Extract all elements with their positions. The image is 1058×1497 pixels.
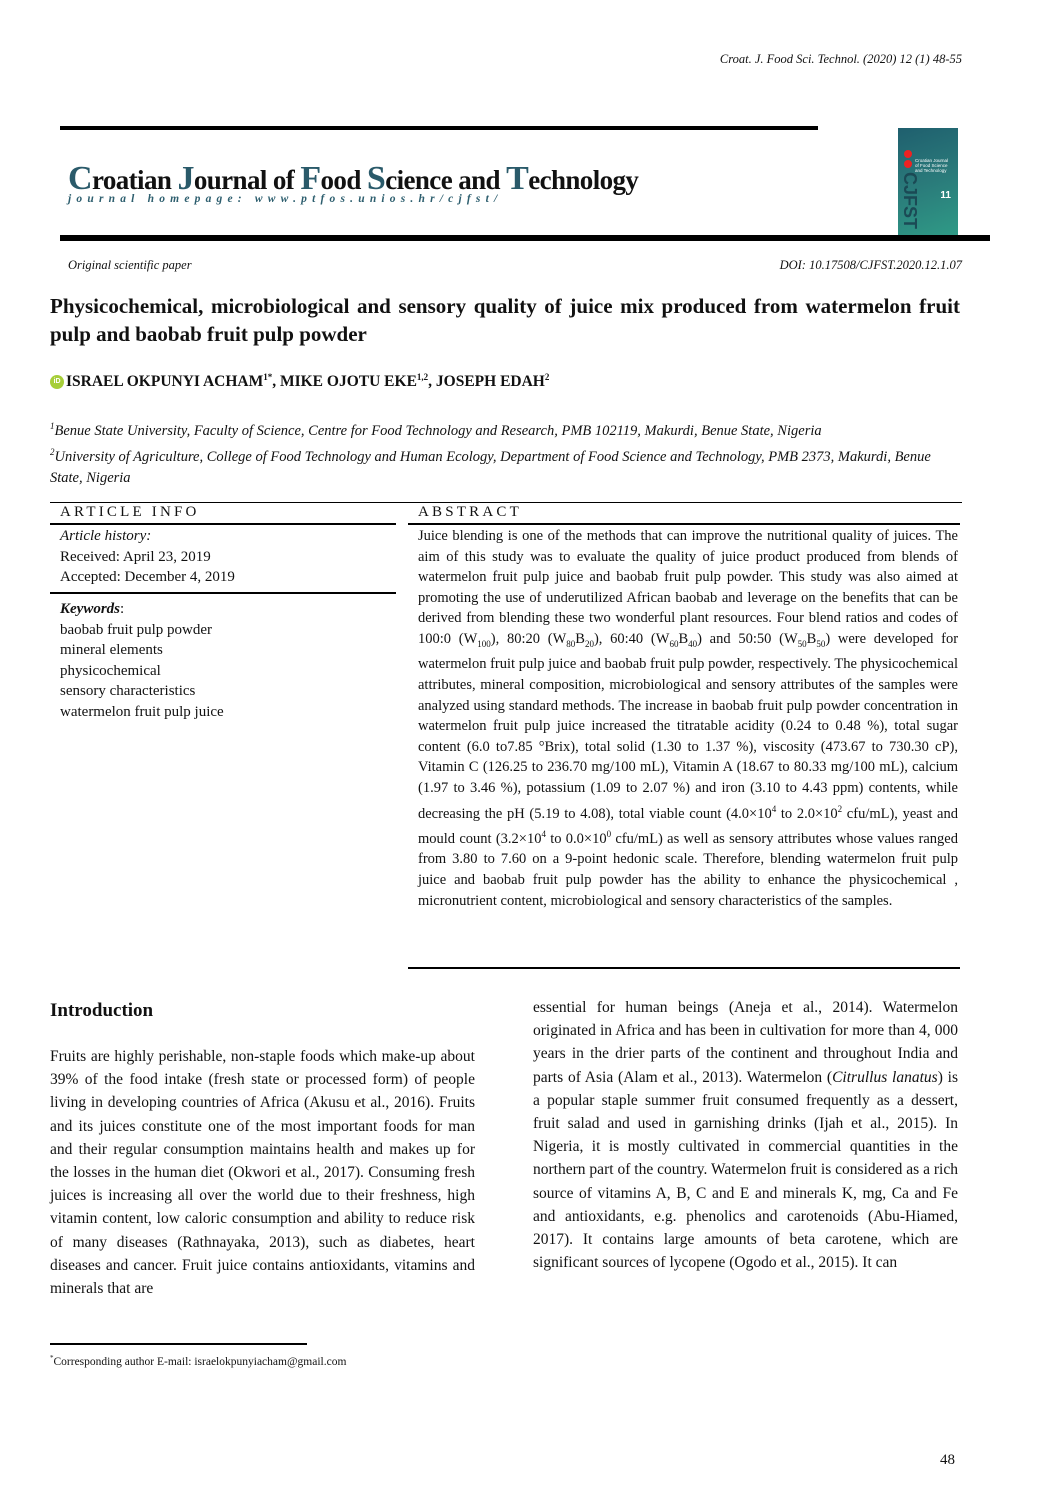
body-text-left-column: Fruits are highly perishable, non-staple foods which make-up about 39% of the food intake (fresh state or processed form) of people living in developing countries of Africa (Akusu et al., 2016). Fruits and its juices constitute one of the most important foods for man and their regular consumption maintains health and makes up for the losses in the human diet (Okwori et al., 2017). Consuming fresh juices is increasing all over the world due to their freshness, high vitamin content, low caloric consumption and ability to reduce risk of many diseases (Rathnayaka, 2013), such as diabetes, heart diseases and cancer. Fruit juice contains antioxidants, vitamins and minerals that are (50, 1048, 475, 1298)
keyword: mineral elements (60, 642, 163, 658)
corresponding-author-footnote: *Corresponding author E-mail: israelokpunyiacham@gmail.com (50, 1354, 347, 1368)
divider (50, 592, 396, 594)
cover-title: Croatian Journal of Food Science and Technology (915, 158, 949, 173)
keywords (60, 599, 396, 722)
header-rule-bottom (60, 235, 990, 241)
accepted-date: Accepted: December 4, 2019 (60, 569, 235, 585)
doi-link[interactable]: DOI: 10.17508/CJFST.2020.12.1.07 (779, 258, 962, 272)
cover-dot-icon (904, 150, 912, 158)
cover-issue: 11 (940, 190, 951, 201)
journal-title-part: Journal of (177, 160, 301, 197)
affiliations (50, 416, 962, 489)
orcid-icon[interactable]: iD (50, 375, 64, 389)
divider (50, 523, 396, 525)
affiliation: $^1$Benue State University, Faculty of Science, Centre for Food Technology and Research, PMB 102119, Makurdi, Benue State, Nigeria (50, 421, 822, 439)
page-number: 48 (940, 1452, 955, 1468)
header-rule-top (60, 126, 818, 130)
abstract-text: Juice blending is one of the methods that can improve the nutritional quality of juices. The aim of this study was to evaluate the quality of juice product produced from blends of watermelon fruit pulp juice and baobab fruit pulp powder. This study was also aimed at promoting the use of underutilized African baobab and leverage on the benefits that can be derived from blending these two wonderful plant resources. Four blend ratios and codes of 100:0 $(W_{100})$, 80:20 $(W_{80}B_{20})$, 60:40 $(W_{60}B_{40})$ and 50:50 $(W_{50}B_{50})$ were developed for watermelon fruit pulp juice and baobab fruit pulp powder, respectively. The physicochemical attributes, mineral composition, microbiological and sensory attributes of the samples were analyzed using standard methods. The increase in baobab fruit pulp powder concentration in watermelon fruit pulp juice increased the titratable acidity (0.24 to 0.48 %), total sugar content (6.0 to7.85 °Brix), total solid (1.30 to 1.37 %), viscosity (473.67 to 730.30 cP), Vitamin C (126.25 to 236.70 mg/100 mL), Vitamin A (18.67 to 80.33 mg/100 mL), calcium (1.97 to 3.46 %), potassium (1.09 to 2.07 %) and iron (3.10 to 4.43 ppm) contents, while decreasing the pH (5.19 to 4.08), total viable count ($4.0\times 10^4$ to $2.0\times 10^2$ cfu/mL), yeast and mould count ($3.2\times 10^4$ to $0.0\times 10^0$ cfu/mL) as well as sensory attributes whose values ranged from 3.80 to 7.60 on a 9-point hedonic scale. Therefore, blending watermelon fruit pulp juice and baobab fruit pulp powder has the ability to enhance the physicochemical , micronutrient content, microbiological and sensory characteristics of the samples. (418, 528, 959, 909)
journal-homepage-link[interactable]: journal homepage: www.ptfos.unios.hr/cjfst/ (68, 193, 503, 205)
keyword: watermelon fruit pulp juice (60, 703, 224, 720)
running-head: Croat. J. Food Sci. Technol. (2020) 12 (1) 48-55 (719, 52, 962, 66)
author: MIKE OJOTU EKE$^{1,2}$, (279, 372, 433, 391)
history-label: Article history: (60, 528, 152, 544)
paper-type: Original scientific paper (68, 258, 192, 272)
author: ISRAEL OKPUNYI $ACHAM^{1*}$, (66, 372, 277, 391)
species-name: Citrullus lanatus (832, 1068, 938, 1086)
received-date: Received: April 23, 2019 (60, 548, 211, 565)
keyword: physicochemical (60, 662, 161, 679)
keywords-label: Keywords: (60, 601, 125, 617)
author-list (50, 372, 549, 391)
journal-cover-image (898, 128, 958, 235)
cover-dot-icon (904, 160, 912, 168)
article-title: Physicochemical, microbiological and sensory quality of juice mix produced from watermelon fruit pulp and baobab fruit pulp powder (50, 294, 960, 346)
abstract-heading: ABSTRACT (418, 504, 522, 520)
section-heading-introduction: Introduction (50, 1000, 154, 1021)
keyword: baobab fruit pulp powder (60, 621, 213, 638)
article-history (60, 526, 396, 588)
journal-title-part: Science and (366, 160, 507, 197)
divider (50, 502, 962, 503)
journal-title-part: Technology (506, 160, 639, 197)
affiliation: $^2$University of Agriculture, College of Food Technology and Human Ecology, Department of Food Science and Technology, PMB 2373, Makurdi, Benue State, Nigeria (50, 446, 931, 486)
journal-title-part: Food (300, 160, 367, 197)
article-info-heading: ARTICLE INFO (60, 504, 200, 520)
cover-abbrev: CJFST (900, 172, 920, 230)
divider (408, 523, 960, 525)
author: JOSEPH EDAH$^2$ (435, 372, 550, 391)
footnote-divider (50, 1343, 307, 1345)
keyword: sensory characteristics (60, 683, 196, 699)
body-text-right-column: essential for human beings (Aneja et al., 2014). Watermelon originated in Africa and has been in cultivation for more than 4, 000 years in the drier parts of the continent and throughout India and parts of Asia (Alam et al., 2013). Watermelon (Citrullus lanatus) is a popular staple summer fruit consumed frequently as a dessert, fruit salad and used in garnishing drinks (Ijah et al., 2015). In Nigeria, it is mostly cultivated in commercial quantities in the northern part of the country. Watermelon fruit is considered as a rich source of vitamins A, B, C and E and minerals K, mg, Ca and Fe and antioxidants, e.g. phenolics and carotenoids (Abu-Hiamed, 2017). It contains large amounts of beta carotene, which are significant sources of lycopene (Ogodo et al., 2015). It can (533, 999, 958, 1272)
journal-title-part: Croatian (68, 160, 178, 197)
divider (408, 967, 960, 969)
